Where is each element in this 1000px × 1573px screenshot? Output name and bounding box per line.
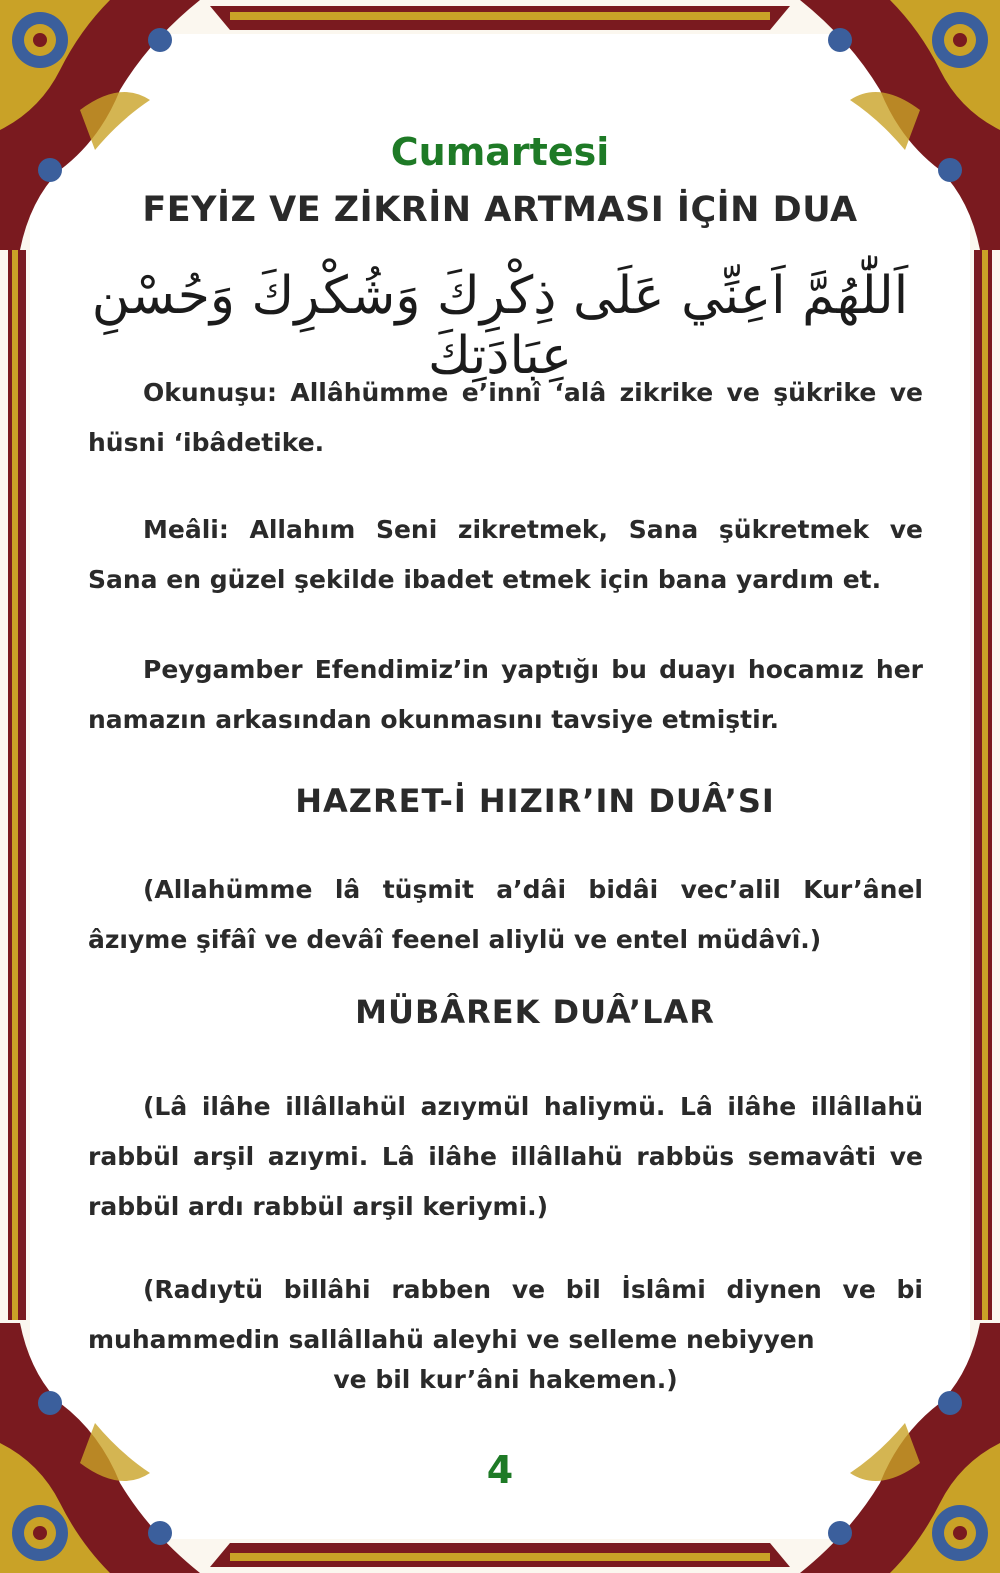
mubarek-paragraph-2-last-line: ve bil kur’âni hakemen.) (333, 1365, 678, 1394)
arabic-prayer: اَللّٰهُمَّ اَعِنِّي عَلَى ذِكْرِكَ وَشُكْرِكَ وَحُسْنِ عِبَادَتِكَ (91, 266, 909, 386)
main-heading: FEYİZ VE ZİKRİN ARTMASI İÇİN DUA (142, 190, 858, 230)
hizir-paragraph: (Allahümme lâ tüşmit a’dâi bidâi vec’alil Kur’ânel âzıyme şifâî ve devâî feenel aliylü ve entel müdâvî.) (88, 875, 923, 954)
mubarek-paragraph-1: (Lâ ilâhe illâllahül azıymül haliymü. Lâ ilâhe illâllahü rabbül arşil azıymi. Lâ ilâhe illâllahü rabbüs semavâti ve rabbül ardı rabbül arşil keriymi.) (88, 1092, 923, 1221)
okunusu-paragraph: Okunuşu: Allâhümme e’innî ‘alâ zikrike ve şükrike ve hüsni ‘ibâdetike. (88, 378, 923, 457)
page-number: 4 (486, 1448, 514, 1492)
note-paragraph: Peygamber Efendimiz’in yaptığı bu duayı hocamız her namazın arkasından okunmasını tavsiye etmiştir. (88, 655, 923, 734)
hizir-heading: HAZRET-İ HIZIR’IN DUÂ’SI (295, 782, 775, 820)
mubarek-heading: MÜBÂREK DUÂ’LAR (355, 993, 715, 1031)
meali-paragraph: Meâli: Allahım Seni zikretmek, Sana şükretmek ve Sana en güzel şekilde ibadet etmek için bana yardım et. (88, 515, 923, 594)
mubarek-paragraph-2: (Radıytü billâhi rabben ve bil İslâmi diynen ve bi muhammedin sallâllahü aleyhi ve selleme nebiyyen (88, 1275, 923, 1354)
day-title: Cumartesi (390, 130, 610, 174)
